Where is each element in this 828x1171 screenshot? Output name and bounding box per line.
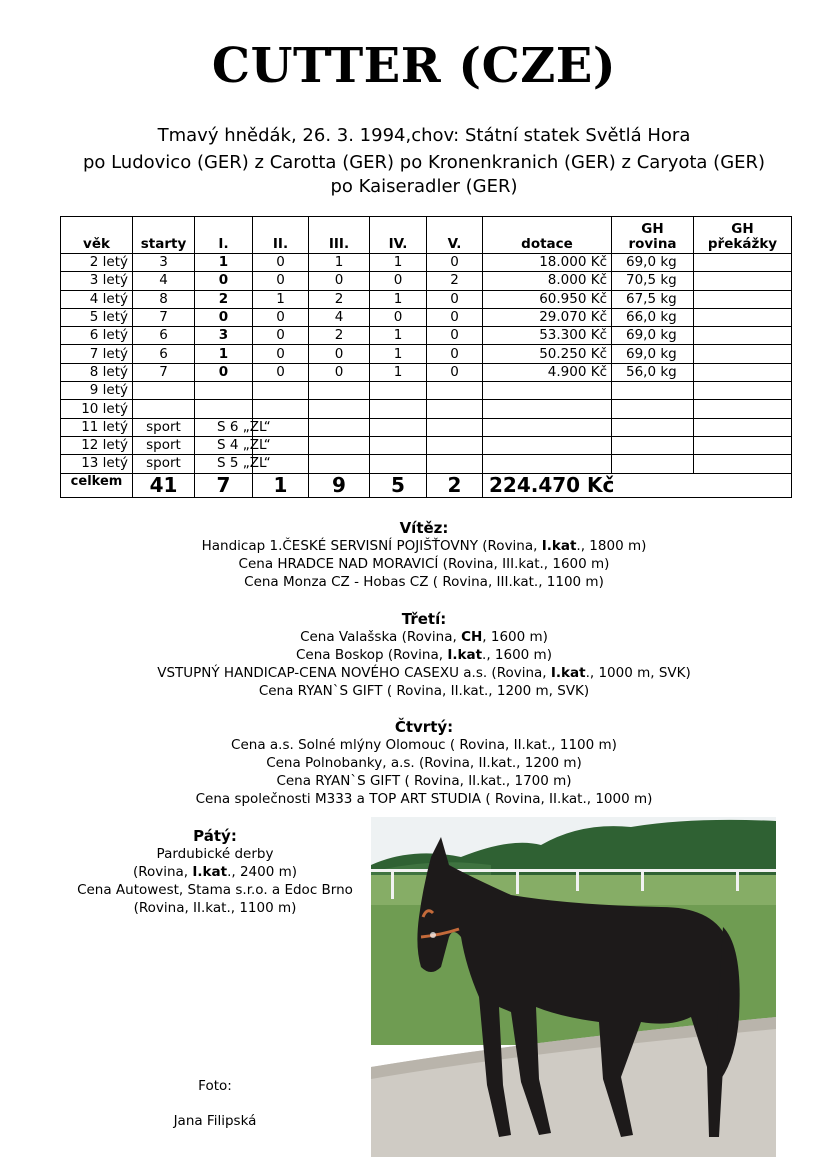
table-cell: 1	[195, 345, 253, 363]
table-cell: sport	[133, 418, 195, 436]
table-cell: 7	[133, 363, 195, 381]
table-cell: 53.300 Kč	[483, 327, 612, 345]
table-cell: 0	[195, 363, 253, 381]
table-cell: 1	[370, 327, 427, 345]
table-cell	[370, 400, 427, 418]
table-cell: 12 letý	[61, 436, 133, 454]
table-cell: S 5 „ZL“	[195, 455, 253, 473]
horse-photo	[371, 817, 776, 1157]
table-cell: 2	[427, 272, 483, 290]
table-cell	[309, 418, 370, 436]
table-cell	[694, 382, 792, 400]
race-line: Cena Valašska (Rovina, CH, 1600 m)	[300, 629, 548, 645]
race-line: VSTUPNÝ HANDICAP-CENA NOVÉHO CASEXU a.s. (Rovina, I.kat., 1000 m, SVK)	[157, 665, 691, 681]
table-cell: 0	[253, 308, 309, 326]
table-row	[61, 455, 792, 473]
header-cell: V.	[427, 217, 483, 254]
table-cell	[427, 400, 483, 418]
table-cell: 0	[253, 327, 309, 345]
table-cell: 0	[427, 363, 483, 381]
table-cell	[694, 400, 792, 418]
table-row	[61, 418, 792, 436]
section-heading: Pátý:	[193, 827, 237, 845]
table-cell	[612, 455, 694, 473]
table-cell: 29.070 Kč	[483, 308, 612, 326]
table-cell: S 4 „ZL“	[195, 436, 253, 454]
table-cell: 8	[133, 290, 195, 308]
table-cell: 3	[195, 327, 253, 345]
table-cell: 69,0 kg	[612, 254, 694, 272]
header-cell: III.	[309, 217, 370, 254]
table-cell: 1	[370, 254, 427, 272]
table-cell: 1	[309, 254, 370, 272]
table-cell: 0	[195, 308, 253, 326]
table-cell: 13 letý	[61, 455, 133, 473]
table-cell	[253, 400, 309, 418]
table-cell	[612, 400, 694, 418]
section-winner	[0, 519, 828, 591]
table-cell: 2	[195, 290, 253, 308]
table-cell	[483, 382, 612, 400]
table-cell	[694, 363, 792, 381]
table-row	[61, 345, 792, 363]
table-cell: 0	[309, 272, 370, 290]
race-line: Cena HRADCE NAD MORAVICÍ (Rovina, III.kat., 1600 m)	[238, 556, 610, 572]
race-line: Cena Polnobanky, a.s. (Rovina, II.kat., 1200 m)	[266, 755, 582, 771]
header-cell: II.	[253, 217, 309, 254]
table-cell: 6	[133, 345, 195, 363]
table-cell: 0	[427, 345, 483, 363]
total-cell: 1	[253, 473, 309, 497]
table-cell	[309, 455, 370, 473]
table-cell: 60.950 Kč	[483, 290, 612, 308]
subtitle-line-2: po Ludovico (GER) z Carotta (GER) po Kronenkranich (GER) z Caryota (GER)	[82, 152, 766, 173]
table-cell	[694, 436, 792, 454]
page-title: CUTTER (CZE)	[211, 38, 617, 94]
table-cell	[694, 308, 792, 326]
table-cell: 0	[253, 363, 309, 381]
table-cell: 3 letý	[61, 272, 133, 290]
section-heading: Třetí:	[401, 610, 447, 628]
table-cell: 56,0 kg	[612, 363, 694, 381]
section-heading: Čtvrtý:	[394, 718, 454, 736]
table-cell: 18.000 Kč	[483, 254, 612, 272]
table-cell: 4.900 Kč	[483, 363, 612, 381]
table-cell	[694, 327, 792, 345]
table-cell	[483, 436, 612, 454]
subtitle-line-3: po Kaiseradler (GER)	[330, 176, 518, 197]
table-cell	[370, 436, 427, 454]
table-header-row	[61, 217, 792, 254]
table-cell: 67,5 kg	[612, 290, 694, 308]
total-cell: 41	[133, 473, 195, 497]
table-cell	[309, 382, 370, 400]
table-cell: 9 letý	[61, 382, 133, 400]
header-cell: dotace	[483, 217, 612, 254]
table-cell: 50.250 Kč	[483, 345, 612, 363]
table-cell	[694, 290, 792, 308]
table-cell: 8 letý	[61, 363, 133, 381]
table-cell: 0	[253, 345, 309, 363]
table-cell	[427, 455, 483, 473]
table-cell: 6	[133, 327, 195, 345]
table-cell: 0	[427, 327, 483, 345]
table-cell: 1	[195, 254, 253, 272]
race-line: Cena Boskop (Rovina, I.kat., 1600 m)	[296, 647, 552, 663]
race-line: (Rovina, II.kat., 1100 m)	[133, 900, 297, 916]
table-cell: 2 letý	[61, 254, 133, 272]
table-cell: 1	[253, 290, 309, 308]
table-cell: 3	[133, 254, 195, 272]
table-cell	[133, 382, 195, 400]
table-cell	[483, 418, 612, 436]
table-cell: 1	[370, 345, 427, 363]
table-cell: 0	[253, 254, 309, 272]
table-cell: 0	[370, 272, 427, 290]
table-cell: S 6 „ZL“	[195, 418, 253, 436]
table-cell	[612, 382, 694, 400]
header-cell: IV.	[370, 217, 427, 254]
total-cell: 9	[309, 473, 370, 497]
table-cell: 1	[370, 290, 427, 308]
table-cell: 11 letý	[61, 418, 133, 436]
header-cell: starty	[133, 217, 195, 254]
total-cell: 5	[370, 473, 427, 497]
table-cell	[427, 418, 483, 436]
table-row	[61, 327, 792, 345]
table-cell	[612, 418, 694, 436]
race-line: Handicap 1.ČESKÉ SERVISNÍ POJIŠŤOVNY (Rovina, I.kat., 1800 m)	[201, 538, 647, 554]
table-row	[61, 382, 792, 400]
table-cell	[370, 418, 427, 436]
table-row	[61, 272, 792, 290]
table-cell: 6 letý	[61, 327, 133, 345]
table-cell: 66,0 kg	[612, 308, 694, 326]
table-cell: 0	[195, 272, 253, 290]
table-cell: 7 letý	[61, 345, 133, 363]
total-cell: 7	[195, 473, 253, 497]
table-cell	[612, 436, 694, 454]
total-cell: celkem	[61, 473, 133, 497]
race-line: Cena Autowest, Stama s.r.o. a Edoc Brno	[77, 882, 353, 898]
photo-credit-name: Jana Filipská	[173, 1113, 257, 1129]
table-cell: 2	[309, 327, 370, 345]
table-cell	[195, 382, 253, 400]
table-row	[61, 254, 792, 272]
table-cell	[309, 436, 370, 454]
table-row	[61, 363, 792, 381]
table-cell	[253, 382, 309, 400]
table-cell	[694, 455, 792, 473]
table-cell	[694, 345, 792, 363]
table-cell	[309, 400, 370, 418]
table-row	[61, 308, 792, 326]
table-cell	[483, 400, 612, 418]
total-cell: 224.470 Kč	[483, 473, 792, 497]
table-cell	[694, 418, 792, 436]
table-cell: 0	[427, 290, 483, 308]
section-fifth	[60, 827, 370, 917]
table-cell: 10 letý	[61, 400, 133, 418]
table-cell: 69,0 kg	[612, 345, 694, 363]
header-cell: GH překážky	[694, 217, 792, 254]
table-row	[61, 400, 792, 418]
subtitle-line-1: Tmavý hnědák, 26. 3. 1994,chov: Státní statek Světlá Hora	[157, 125, 691, 146]
header-cell: GH rovina	[612, 217, 694, 254]
total-cell: 2	[427, 473, 483, 497]
table-row	[61, 290, 792, 308]
race-line: Cena RYAN`S GIFT ( Rovina, II.kat., 1200 m, SVK)	[258, 683, 590, 699]
table-cell	[370, 455, 427, 473]
race-line: (Rovina, I.kat., 2400 m)	[132, 864, 298, 880]
table-cell: 1	[370, 363, 427, 381]
table-cell: 0	[309, 345, 370, 363]
table-cell: 4	[133, 272, 195, 290]
table-cell: 0	[427, 308, 483, 326]
table-cell: 0	[370, 308, 427, 326]
table-cell	[483, 455, 612, 473]
table-cell: 8.000 Kč	[483, 272, 612, 290]
table-cell: 5 letý	[61, 308, 133, 326]
table-cell	[694, 272, 792, 290]
table-cell: 69,0 kg	[612, 327, 694, 345]
table-cell: 7	[133, 308, 195, 326]
table-cell: sport	[133, 436, 195, 454]
table-cell: 70,5 kg	[612, 272, 694, 290]
table-cell	[427, 436, 483, 454]
section-heading: Vítěz:	[399, 519, 449, 537]
photo-credit-label: Foto:	[198, 1078, 232, 1094]
table-cell: 0	[253, 272, 309, 290]
table-cell: 2	[309, 290, 370, 308]
total-row	[61, 473, 792, 497]
table-cell	[370, 382, 427, 400]
header-cell: I.	[195, 217, 253, 254]
horse-photo-illustration	[371, 817, 776, 1157]
table-cell: 4	[309, 308, 370, 326]
table-cell	[133, 400, 195, 418]
table-cell	[427, 382, 483, 400]
table-row	[61, 436, 792, 454]
race-line: Cena Monza CZ - Hobas CZ ( Rovina, III.kat., 1100 m)	[244, 574, 604, 590]
table-cell	[195, 400, 253, 418]
race-line: Cena a.s. Solné mlýny Olomouc ( Rovina, II.kat., 1100 m)	[231, 737, 617, 753]
results-table	[60, 216, 792, 498]
table-cell: 0	[309, 363, 370, 381]
header-cell: věk	[61, 217, 133, 254]
race-line: Cena RYAN`S GIFT ( Rovina, II.kat., 1700 m)	[276, 773, 572, 789]
race-line: Cena společnosti M333 a TOP ART STUDIA ( Rovina, II.kat., 1000 m)	[195, 791, 653, 807]
table-cell	[694, 254, 792, 272]
table-cell: sport	[133, 455, 195, 473]
table-cell: 4 letý	[61, 290, 133, 308]
table-cell: 0	[427, 254, 483, 272]
section-fourth	[0, 718, 828, 808]
race-line: Pardubické derby	[156, 846, 274, 862]
section-third	[0, 610, 828, 700]
